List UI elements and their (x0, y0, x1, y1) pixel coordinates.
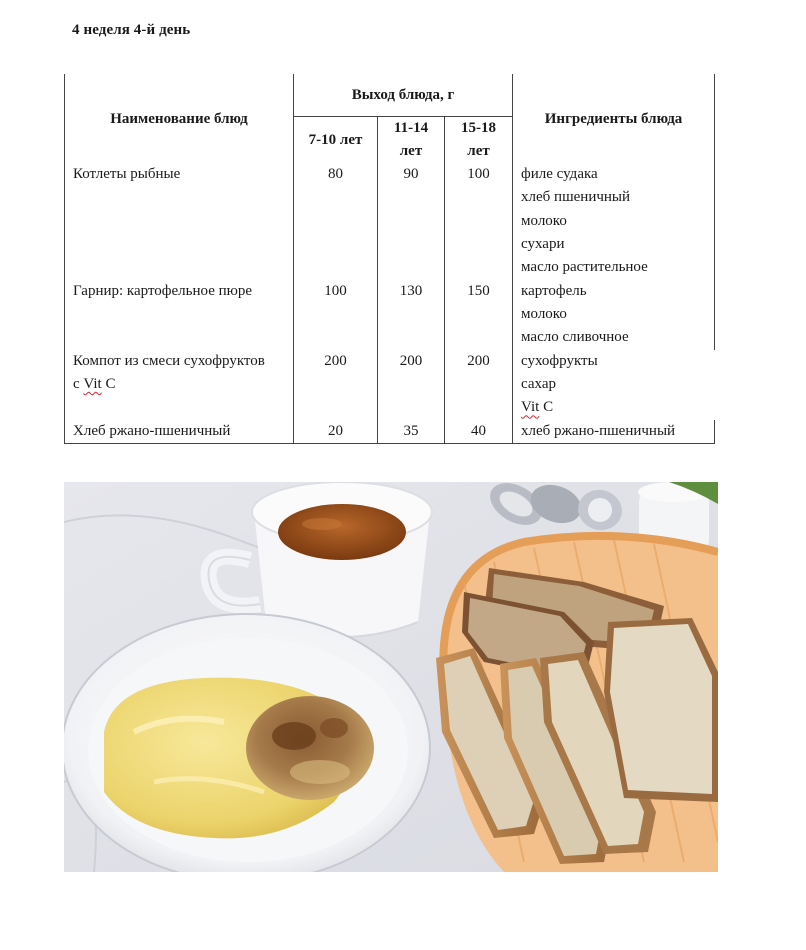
ingredient-cell-text: сухари (521, 235, 565, 252)
yield-15-18-cell-text: 100 (467, 166, 490, 182)
table-row (65, 396, 715, 419)
yield-7-10-cell-text: 20 (328, 422, 343, 439)
fish-cutlet (246, 696, 374, 800)
ingredient-cell-text: молоко (521, 212, 567, 229)
ingredient-cell (513, 186, 715, 209)
dish-name-cell-text: Гарнир: картофельное пюре (73, 282, 253, 299)
header-dish-name: Наименование блюд (65, 74, 294, 163)
yield-11-14-cell-text: 90 (403, 166, 419, 182)
dish-name-cell (65, 350, 294, 373)
dish-name-cell-text: Котлеты рыбные (73, 166, 181, 182)
ingredient-cell-text: хлеб пшеничный (521, 189, 631, 206)
meal-photo (64, 482, 718, 872)
yield-11-14-cell (378, 350, 445, 373)
yield-15-18-cell (445, 396, 513, 419)
dish-name-cell (65, 233, 294, 256)
ingredient-cell-text: сахар (521, 375, 556, 392)
plate (64, 614, 430, 872)
table-row (65, 303, 715, 326)
yield-7-10-cell (294, 326, 378, 349)
ingredient-cell (513, 280, 715, 303)
ingredient-cell (513, 420, 715, 444)
yield-7-10-cell (294, 186, 378, 209)
ingredient-cell (513, 373, 715, 396)
header-yield: Выход блюда, г (294, 74, 513, 117)
yield-7-10-cell-text: 200 (324, 352, 347, 369)
yield-15-18-cell-text: 150 (467, 282, 490, 299)
table-row (65, 280, 715, 303)
yield-11-14-cell (378, 163, 445, 186)
dish-name-cell (65, 256, 294, 279)
yield-15-18-cell (445, 326, 513, 349)
header-ingredients: Ингредиенты блюда (513, 74, 715, 163)
table-row (65, 186, 715, 209)
table-row (65, 163, 715, 186)
ingredient-cell (513, 326, 715, 349)
yield-11-14-cell (378, 373, 445, 396)
ingredient-cell (513, 233, 715, 256)
dish-name-cell (65, 326, 294, 349)
yield-11-14-cell (378, 326, 445, 349)
header-age-11-14: 11-14 лет (378, 117, 445, 164)
ingredient-cell-text: масло растительное (521, 259, 648, 276)
table-row (65, 373, 715, 396)
yield-7-10-cell (294, 163, 378, 186)
dish-name-cell (65, 303, 294, 326)
yield-7-10-cell (294, 280, 378, 303)
dish-name-cell-text: с (73, 375, 80, 392)
page-title: 4 неделя 4-й день (72, 22, 191, 38)
yield-7-10-cell (294, 420, 378, 444)
tea (278, 504, 406, 560)
ingredient-cell (513, 350, 715, 373)
yield-11-14-cell (378, 210, 445, 233)
ingredient-cell (513, 303, 715, 326)
yield-11-14-cell-text: 35 (403, 422, 419, 439)
ingredient-cell (513, 210, 715, 233)
yield-15-18-cell (445, 303, 513, 326)
yield-15-18-cell (445, 373, 513, 396)
yield-7-10-cell-text: 100 (324, 282, 347, 299)
yield-11-14-cell (378, 303, 445, 326)
header-age-7-10: 7-10 лет (294, 117, 378, 164)
ingredient-cell-text: масло сливочное (521, 329, 629, 346)
yield-7-10-cell (294, 210, 378, 233)
ingredient-cell-text: картофель (521, 282, 587, 299)
ingredient-cell (513, 256, 715, 279)
ingredient-cell-text: хлеб ржано-пшеничный (521, 422, 676, 439)
table-row (65, 350, 715, 373)
yield-7-10-cell-text: 80 (328, 166, 343, 182)
menu-table (64, 74, 715, 444)
ingredient-cell (513, 163, 715, 186)
ingredient-cell-text: сухофрукты (521, 352, 598, 369)
dish-name-cell (65, 396, 294, 419)
dish-name-cell (65, 163, 294, 186)
yield-7-10-cell (294, 396, 378, 419)
dish-name-cell (65, 186, 294, 209)
ingredient-vit-text: Vit (521, 399, 540, 416)
ingredient-vit-suffix-text: С (539, 399, 554, 416)
yield-15-18-cell-text: 40 (471, 422, 487, 439)
table-row (65, 256, 715, 279)
yield-15-18-cell (445, 163, 513, 186)
yield-11-14-cell (378, 186, 445, 209)
dish-name-cell (65, 373, 294, 396)
yield-15-18-cell (445, 420, 513, 444)
table-row (65, 326, 715, 349)
yield-7-10-cell (294, 233, 378, 256)
yield-11-14-cell (378, 256, 445, 279)
dish-name-cell-text: Хлеб ржано-пшеничный (73, 422, 231, 439)
yield-15-18-cell (445, 233, 513, 256)
dish-name-cell (65, 280, 294, 303)
yield-15-18-cell (445, 186, 513, 209)
yield-15-18-cell (445, 256, 513, 279)
yield-7-10-cell (294, 256, 378, 279)
dish-name-cell-text: Компот из смеси сухофруктов (73, 352, 265, 369)
yield-15-18-cell (445, 350, 513, 373)
ingredient-cell-text: филе судака (521, 166, 598, 182)
dish-name-cell (65, 420, 294, 444)
yield-15-18-cell-text: 200 (467, 352, 490, 369)
dish-name-cell (65, 210, 294, 233)
ingredient-cell-text: молоко (521, 305, 567, 322)
vit-suffix-text: С (101, 375, 116, 392)
yield-11-14-cell-text: 130 (399, 282, 423, 299)
yield-15-18-cell (445, 210, 513, 233)
yield-11-14-cell (378, 280, 445, 303)
table-row (65, 420, 715, 444)
header-age-15-18: 15-18 лет (445, 117, 513, 164)
yield-11-14-cell (378, 420, 445, 444)
ingredient-cell (513, 396, 715, 419)
table-row (65, 210, 715, 233)
yield-11-14-cell (378, 233, 445, 256)
vit-text: Vit (83, 375, 102, 392)
yield-11-14-cell-text: 200 (399, 352, 423, 369)
yield-7-10-cell (294, 303, 378, 326)
yield-7-10-cell (294, 373, 378, 396)
yield-15-18-cell (445, 280, 513, 303)
table-row (65, 233, 715, 256)
yield-11-14-cell (378, 396, 445, 419)
yield-7-10-cell (294, 350, 378, 373)
